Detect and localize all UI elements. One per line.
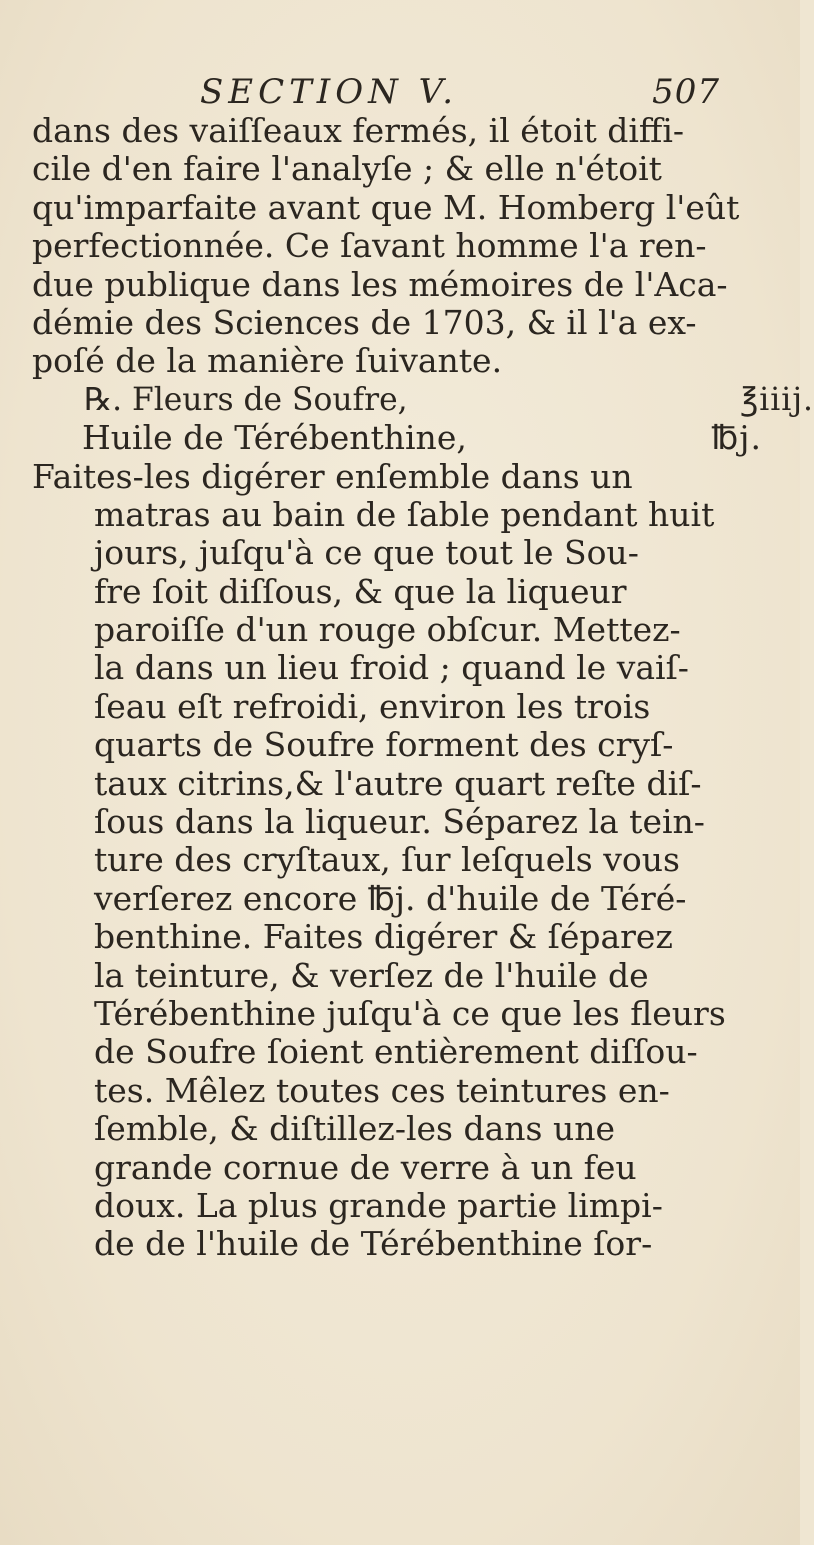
section-heading: SECTION V. — [200, 72, 459, 112]
text-line: Térébenthine juſqu'à ce que les fleurs — [94, 993, 726, 1033]
text-line: qu'imparfaite avant que M. Homberg l'eût — [32, 187, 740, 227]
running-header — [200, 72, 720, 112]
text-line: cile d'en faire l'analyſe ; & elle n'étoit — [32, 149, 662, 189]
text-line: doux. La plus grande partie limpi- — [94, 1185, 663, 1225]
text-line: tes. Mêlez toutes ces teintures en- — [94, 1070, 670, 1110]
text-line: fre ſoit diſſous, & que la liqueur — [94, 571, 627, 611]
text-line: poſé de la manière ſuivante. — [32, 341, 503, 381]
text-line: la dans un lieu froid ; quand le vaiſ- — [94, 648, 689, 688]
recipe-item: Huile de Térébenthine, — [82, 418, 467, 458]
text-line: benthine. Faites digérer & ſéparez — [94, 917, 673, 957]
text-line: ſeau eſt refroidi, environ les trois — [94, 686, 651, 726]
text-line: taux citrins,& l'autre quart reſte diſ- — [94, 763, 702, 803]
text-line: paroiſſe d'un rouge obſcur. Mettez- — [94, 610, 681, 650]
text-line: quarts de Soufre forment des cryſ- — [94, 725, 674, 765]
recipe-quantity: ℥iiij. — [740, 381, 814, 418]
text-line: jours, juſqu'à ce que tout le Sou- — [94, 533, 639, 573]
text-line: ſemble, & diſtillez-les dans une — [94, 1109, 615, 1149]
text-line: grande cornue de verre à un feu — [94, 1147, 637, 1187]
text-line: perfectionnée. Ce ſavant homme l'a ren- — [32, 226, 707, 266]
page-number: 507 — [652, 72, 720, 112]
text-line: la teinture, & verſez de l'huile de — [94, 955, 649, 995]
text-line: Faites-les digérer enſemble dans un — [32, 456, 633, 496]
text-line: de Soufre ſoient entièrement diſſou- — [94, 1032, 698, 1072]
text-line: démie des Sciences de 1703, & il l'a ex- — [32, 302, 697, 342]
recipe-line — [32, 419, 762, 457]
text-line: dans des vaiſſeaux fermés, il étoit diffi- — [32, 111, 685, 150]
text-line: due publique dans les mémoires de l'Aca- — [32, 264, 728, 304]
text-line: ſous dans la liqueur. Séparez la tein- — [94, 802, 705, 842]
body-text — [32, 111, 814, 1264]
text-line: de de l'huile de Térébenthine ſor- — [94, 1224, 653, 1264]
recipe-item: ℞. Fleurs de Soufre, — [84, 381, 408, 418]
text-line: ture des cryſtaux, ſur leſquels vous — [94, 840, 680, 880]
recipe-quantity: ℔j. — [711, 418, 762, 458]
text-line: matras au bain de ſable pendant huit — [94, 494, 715, 534]
text-line: verſerez encore ℔j. d'huile de Téré- — [94, 878, 687, 918]
recipe-line — [32, 381, 814, 419]
